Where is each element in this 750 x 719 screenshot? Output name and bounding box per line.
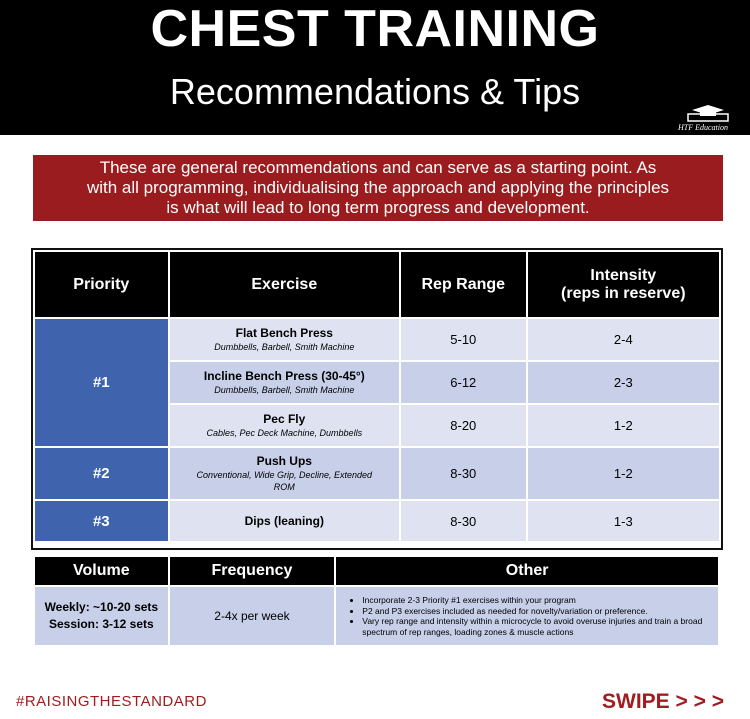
exercise-options: Dumbbells, Barbell, Smith Machine	[214, 342, 355, 352]
priority-2-cell: #2	[34, 447, 169, 500]
summary-table	[33, 555, 720, 647]
frequency-cell: 2-4x per week	[169, 586, 336, 646]
intro-banner	[33, 155, 723, 221]
intensity-cell: 2-4	[527, 318, 720, 361]
intensity-cell: 2-3	[527, 361, 720, 404]
exercise-name: Dips (leaning)	[244, 513, 324, 528]
header	[0, 0, 750, 135]
exercise-cell	[169, 318, 400, 361]
brand-logo	[678, 104, 738, 132]
exercise-name: Flat Bench Press	[235, 326, 333, 340]
header-frequency: Frequency	[169, 556, 336, 586]
rep-range-cell: 8-30	[400, 447, 527, 500]
table-row	[34, 318, 720, 361]
volume-session: Session: 3-12 sets	[48, 617, 154, 631]
rep-range-cell: 8-20	[400, 404, 527, 447]
header-intensity	[527, 251, 720, 318]
volume-cell	[34, 586, 169, 646]
rep-range-cell: 5-10	[400, 318, 527, 361]
exercise-options: Dumbbells, Barbell, Smith Machine	[214, 385, 355, 395]
exercise-cell	[169, 361, 400, 404]
other-list	[336, 595, 718, 637]
other-item: • Incorporate 2-3 Priority #1 exercises within your program	[362, 595, 718, 606]
table-header-row	[34, 251, 720, 318]
exercise-name: Incline Bench Press (30-45°)	[203, 369, 365, 383]
intensity-cell: 1-3	[527, 500, 720, 542]
exercise-table	[33, 250, 721, 543]
page-title: CHEST TRAINING	[150, 0, 600, 58]
page-subtitle: Recommendations & Tips	[169, 71, 581, 112]
exercise-cell	[169, 447, 400, 500]
header-rep-range: Rep Range	[400, 251, 527, 318]
header-intensity-line2: (reps in reserve)	[561, 284, 686, 302]
mortarboard-logo-icon	[686, 104, 730, 122]
table-row	[34, 500, 720, 542]
intro-line-1: These are general recommendations and can serve as a starting point. As	[99, 158, 657, 177]
other-cell	[335, 586, 719, 646]
other-item: • P2 and P3 exercises included as needed for novelty/variation or preference.	[362, 606, 718, 617]
header-volume: Volume	[34, 556, 169, 586]
exercise-options: Conventional, Wide Grip, Decline, Extended ROM	[196, 470, 373, 492]
rep-range-cell: 8-30	[400, 500, 527, 542]
intensity-cell: 1-2	[527, 447, 720, 500]
intro-line-3: is what will lead to long term progress and development.	[166, 198, 590, 217]
summary-row	[34, 586, 719, 646]
swipe-prompt: SWIPE > > >	[602, 690, 724, 713]
header-intensity-line1: Intensity	[590, 266, 657, 284]
exercise-options: Cables, Pec Deck Machine, Dumbbells	[206, 428, 363, 438]
exercise-cell	[169, 500, 400, 542]
rep-range-cell: 6-12	[400, 361, 527, 404]
header-other: Other	[335, 556, 719, 586]
priority-1-cell: #1	[34, 318, 169, 447]
intro-line-2: with all programming, individualising the approach and applying the principles	[86, 178, 670, 197]
intensity-cell: 1-2	[527, 404, 720, 447]
summary-header-row	[34, 556, 719, 586]
volume-weekly: Weekly: ~10-20 sets	[44, 600, 159, 614]
other-item: • Vary rep range and intensity within a microcycle to avoid overuse injuries and train a broad spectrum of rep ranges, loading zones & muscle actions	[362, 616, 718, 637]
hashtag-text: #RAISINGTHESTANDARD	[16, 693, 207, 710]
exercise-name: Pec Fly	[263, 412, 306, 426]
exercise-name: Push Ups	[256, 454, 312, 468]
table-row	[34, 447, 720, 500]
header-priority: Priority	[34, 251, 169, 318]
logo-text: HTF Education	[678, 123, 728, 132]
header-exercise: Exercise	[169, 251, 400, 318]
exercise-cell	[169, 404, 400, 447]
priority-3-cell: #3	[34, 500, 169, 542]
